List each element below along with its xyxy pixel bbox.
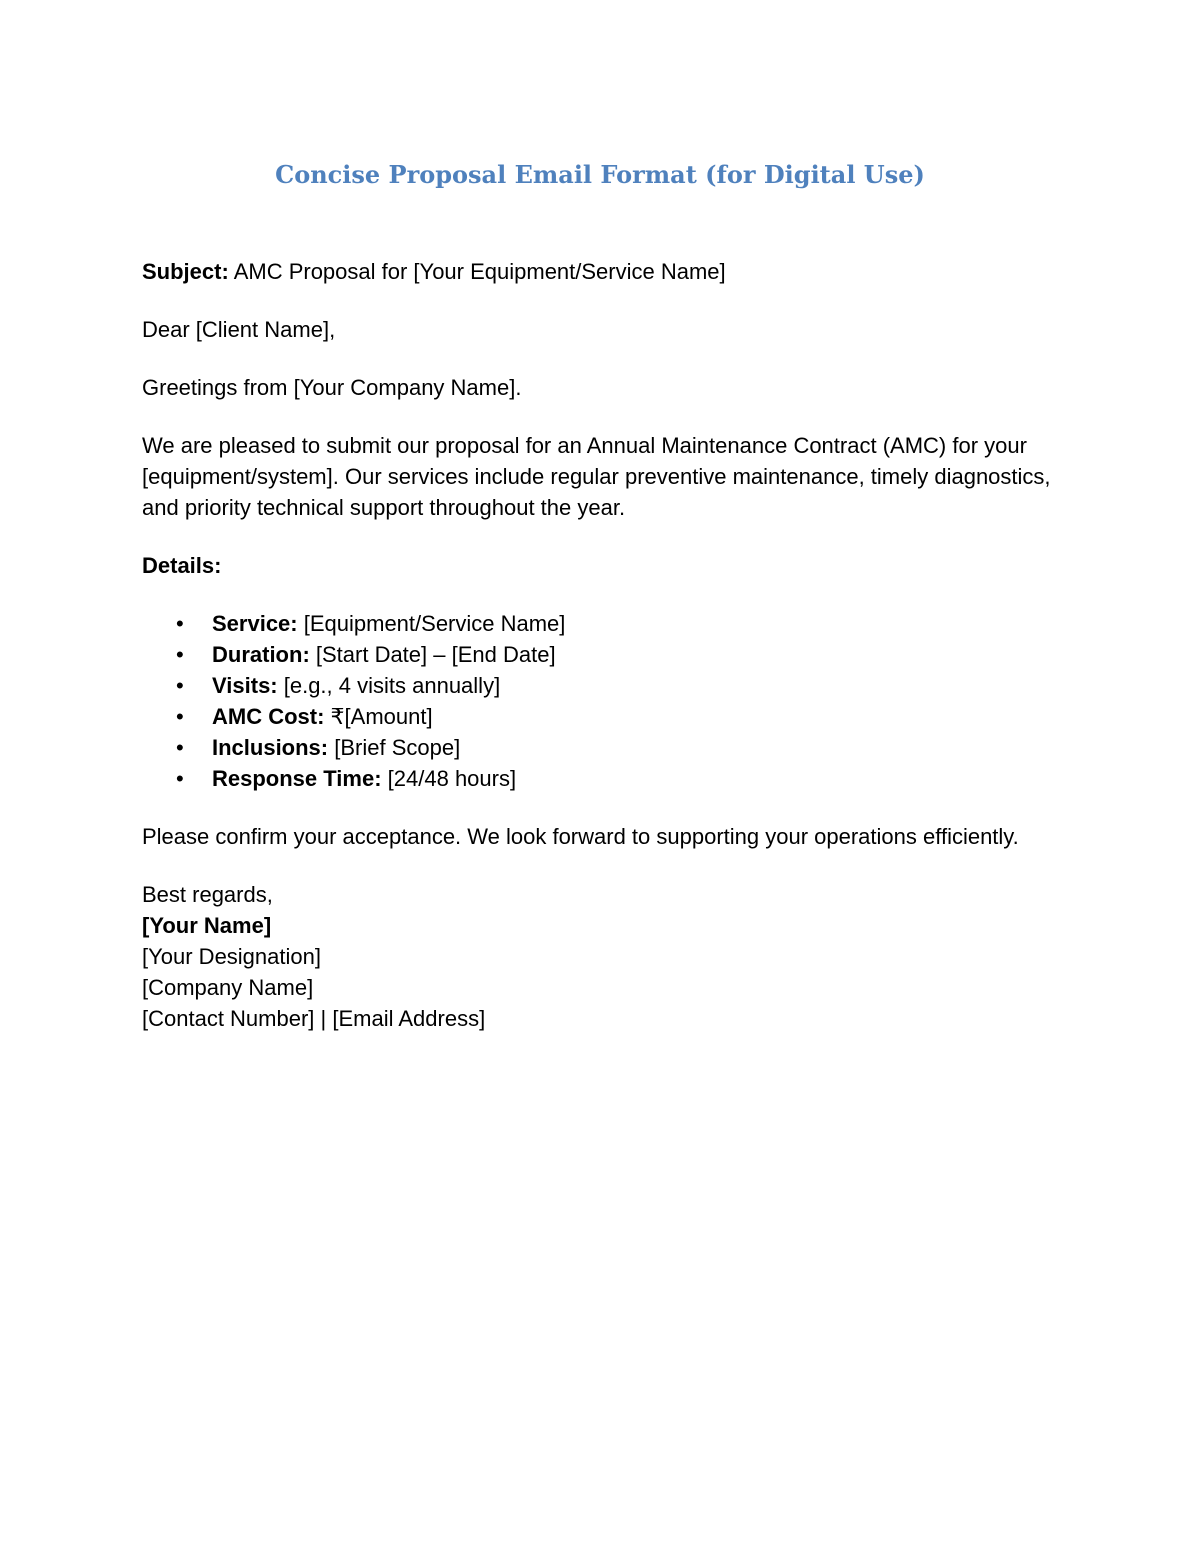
signature-designation: [Your Designation] (142, 944, 321, 969)
detail-label: Inclusions: (212, 735, 329, 760)
details-heading: Details: (142, 553, 222, 578)
signature-contact: [Contact Number] | [Email Address] (142, 1006, 486, 1031)
sign-off: Best regards, (142, 882, 273, 907)
subject-line (142, 256, 1062, 287)
subject-value: AMC Proposal for [Your Equipment/Service Name] (228, 259, 726, 284)
detail-item-service (142, 608, 1062, 639)
detail-value: [Start Date] – [End Date] (309, 642, 556, 667)
salutation: Dear [Client Name], (142, 317, 336, 342)
detail-value: [Equipment/Service Name] (297, 611, 566, 636)
detail-label: Service: (212, 611, 298, 636)
signature-company: [Company Name] (142, 975, 314, 1000)
signature-name: [Your Name] (142, 913, 272, 938)
email-body (142, 256, 1062, 1034)
detail-value: ₹[Amount] (324, 704, 433, 729)
detail-label: Response Time: (212, 766, 382, 791)
detail-item-duration (142, 639, 1062, 670)
detail-label: Visits: (212, 673, 278, 698)
detail-item-visits (142, 670, 1062, 701)
detail-item-amc-cost (142, 701, 1062, 732)
document-title: Concise Proposal Email Format (for Digital Use) (275, 160, 925, 189)
greeting: Greetings from [Your Company Name]. (142, 375, 522, 400)
detail-value: [Brief Scope] (328, 735, 461, 760)
detail-item-inclusions (142, 732, 1062, 763)
closing-paragraph: Please confirm your acceptance. We look forward to supporting your operations efficiently. (142, 824, 1019, 849)
intro-paragraph: We are pleased to submit our proposal for an Annual Maintenance Contract (AMC) for your [equipment/system]. Our services include regular preventive maintenance, timely diagnostics, and priority technical support throughout the year. (142, 433, 1051, 520)
subject-label: Subject: (142, 259, 229, 284)
detail-label: AMC Cost: (212, 704, 325, 729)
detail-label: Duration: (212, 642, 310, 667)
detail-item-response-time (142, 763, 1062, 794)
details-list (142, 608, 1062, 794)
detail-value: [24/48 hours] (381, 766, 517, 791)
detail-value: [e.g., 4 visits annually] (277, 673, 501, 698)
